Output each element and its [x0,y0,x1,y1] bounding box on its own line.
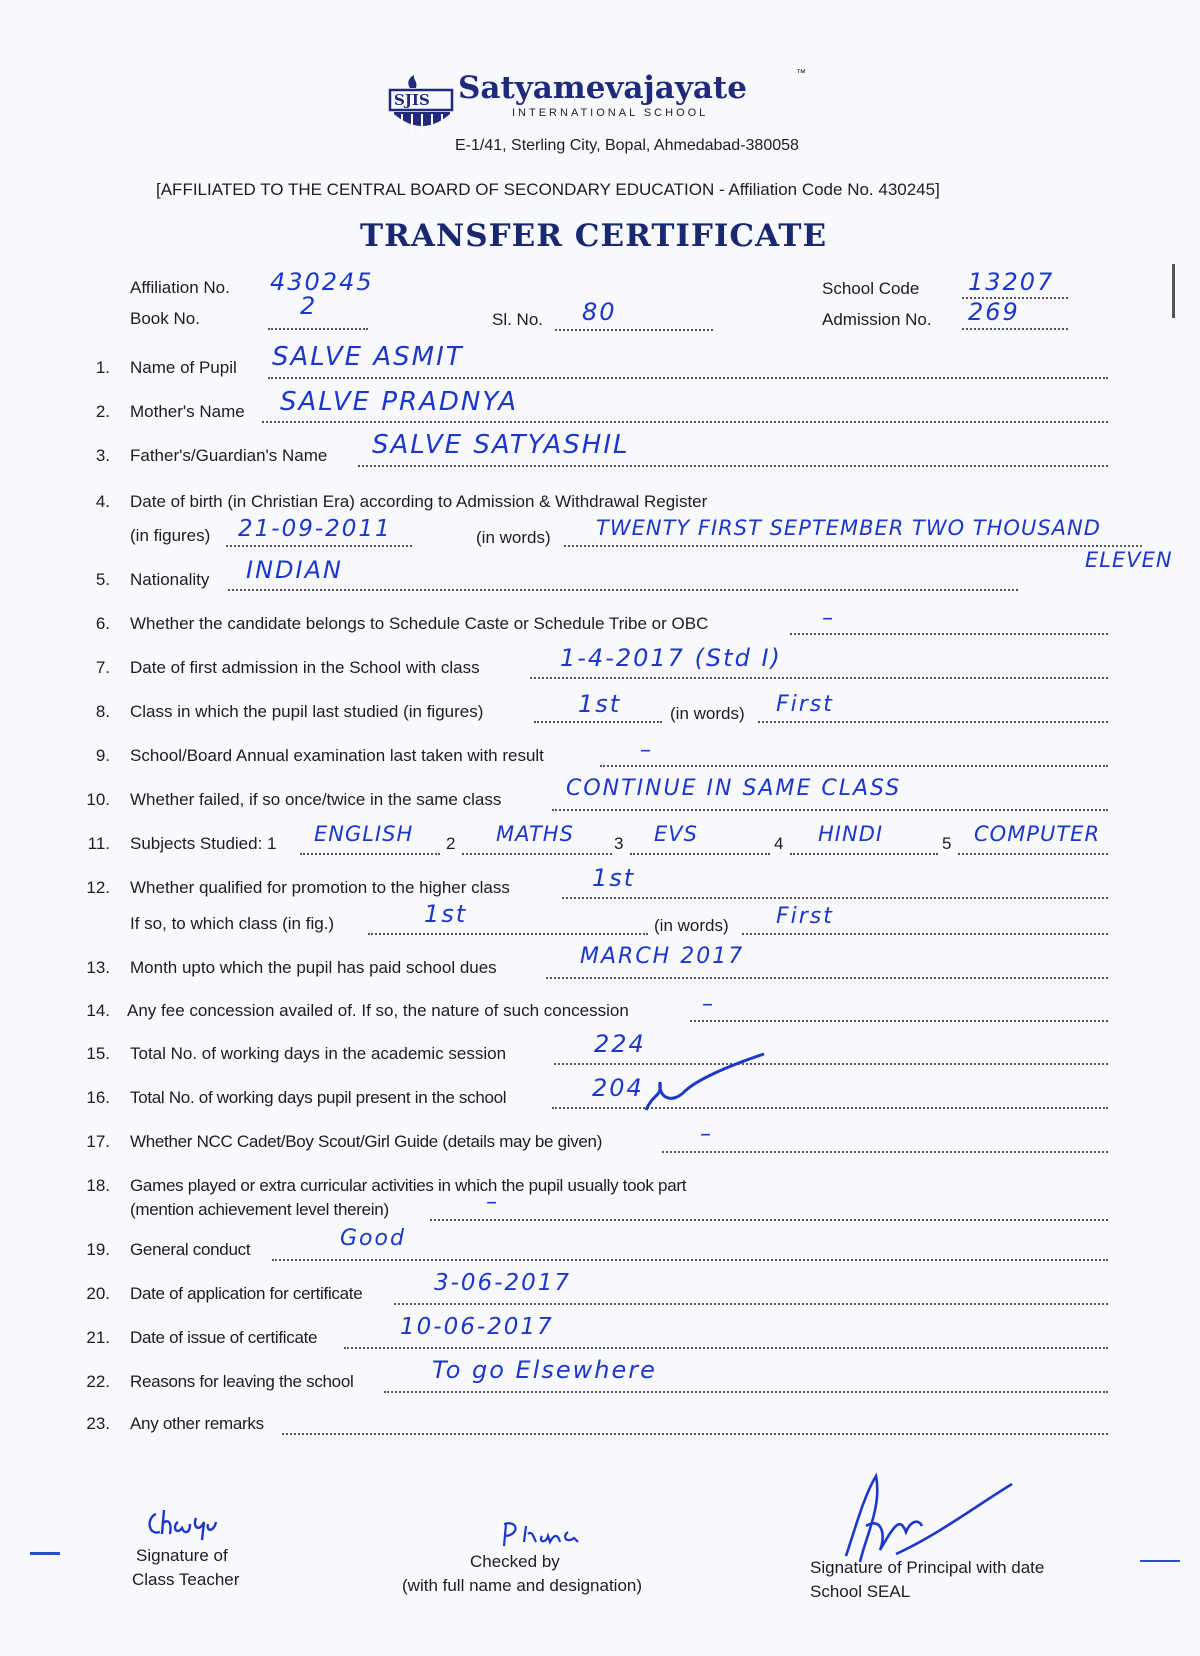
book-value: 2 [300,292,318,320]
field-number: 18. [86,1176,110,1195]
promotion-words-value: First [776,904,834,929]
school-logo [388,74,458,134]
field-number: 6. [95,614,110,633]
promotion-label: Whether qualified for promotion to the higher class [130,878,510,897]
mothers-name-label: Mother's Name [130,402,245,421]
field-number: 23. [86,1414,110,1433]
field-number: 7. [95,658,110,677]
subject-4-value: HINDI [818,822,884,846]
remarks-label: Any other remarks [130,1414,264,1433]
field-number: 13. [86,958,110,977]
subjects-label: Subjects Studied: 1 [130,834,277,853]
leaving-reason-value: To go Elsewhere [432,1356,657,1384]
admission-label: Admission No. [822,310,932,329]
dob-figures-label: (in figures) [130,526,211,545]
failed-label: Whether failed, if so once/twice in the same class [130,790,502,809]
trademark-mark: ™ [796,68,806,79]
field-number: 11. [87,834,110,853]
field-number: 17. [86,1132,110,1151]
dob-label: Date of birth (in Christian Era) according to Admission & Withdrawal Register [130,492,708,511]
exam-label: School/Board Annual examination last taken with result [130,746,544,765]
ncc-label: Whether NCC Cadet/Boy Scout/Girl Guide (details may be given) [130,1132,603,1151]
field-number: 1. [95,358,110,377]
field-number: 12. [86,878,110,897]
application-date-value: 3-06-2017 [434,1270,572,1296]
failed-value: CONTINUE IN SAME CLASS [566,776,902,801]
games-label: Games played or extra curricular activities in which the pupil usually took part [130,1176,687,1195]
first-admission-label: Date of first admission in the School with class [130,658,480,677]
school-address: E-1/41, Sterling City, Bopal, Ahmedabad-380058 [455,137,799,154]
subject-2-value: MATHS [496,822,574,846]
school-code-value: 13207 [968,268,1055,296]
field-number: 4. [95,492,110,511]
field-number: 19. [86,1240,110,1259]
name-of-pupil-value: SALVE ASMIT [272,342,464,372]
dues-value: MARCH 2017 [580,944,745,969]
field-number: 9. [95,746,110,765]
checked-by-designation: (with full name and designation) [402,1576,643,1595]
caste-label: Whether the candidate belongs to Schedule Caste or Schedule Tribe or OBC [130,614,709,633]
book-label: Book No. [130,309,200,328]
promotion-class-label: If so, to which class (in fig.) [130,914,335,933]
issue-date-value: 10-06-2017 [400,1314,554,1340]
father-name-label: Father's/Guardian's Name [130,446,328,465]
subject-5-value: COMPUTER [974,822,1101,846]
father-name-value: SALVE SATYASHIL [372,430,630,460]
mothers-name-value: SALVE PRADNYA [280,387,519,417]
last-class-label: Class in which the pupil last studied (in figures) [130,702,484,721]
field-number: 21. [86,1328,110,1347]
principal-signature-label: Signature of Principal with date [810,1558,1045,1577]
nationality-label: Nationality [130,570,210,589]
subject-3-value: EVS [654,822,698,846]
checked-by-label: Checked by [470,1552,560,1571]
concession-label: Any fee concession availed of. If so, the nature of such concession [127,1001,629,1020]
name-of-pupil-label: Name of Pupil [130,358,237,377]
scan-mark [30,1552,60,1555]
subject-4-number: 4 [774,834,784,853]
conduct-value: Good [340,1226,406,1251]
scan-mark [1140,1560,1180,1562]
affiliation-line: [AFFILIATED TO THE CENTRAL BOARD OF SECONDARY EDUCATION - Affiliation Code No. 430245] [156,180,940,199]
initials-mark [640,1052,770,1122]
school-code-label: School Code [822,279,920,298]
field-number: 8. [95,702,110,721]
affiliation-label: Affiliation No. [130,278,230,297]
logo-text: SJIS [394,91,430,109]
concession-value: – [702,992,715,1017]
class-teacher-signature [144,1504,228,1544]
last-class-words-value: First [776,692,834,717]
issue-date-label: Date of issue of certificate [130,1328,318,1347]
sl-value: 80 [582,298,617,326]
subject-1-value: ENGLISH [314,822,414,846]
admission-value: 269 [968,298,1020,326]
field-number: 22. [86,1372,110,1391]
games-value: – [486,1190,499,1215]
games-label-2: (mention achievement level therein) [130,1200,389,1219]
field-number: 2. [95,402,110,421]
checker-signature [498,1516,588,1552]
caste-value: – [822,606,835,631]
affiliation-value: 430245 [270,268,374,296]
subject-5-number: 5 [942,834,952,853]
field-number: 10. [86,790,110,809]
leaving-reason-label: Reasons for leaving the school [130,1372,354,1391]
field-number: 15. [86,1044,110,1063]
dob-words-value-2: ELEVEN [1085,548,1173,572]
dues-label: Month upto which the pupil has paid school dues [130,958,497,977]
field-number: 5. [95,570,110,589]
ncc-value: – [700,1122,713,1147]
exam-value: – [640,738,653,763]
field-number: 14. [86,1001,110,1020]
class-teacher-label-1: Signature of [136,1546,228,1565]
page-title: TRANSFER CERTIFICATE [360,218,828,254]
promotion-words-label: (in words) [654,916,729,935]
dob-words-label: (in words) [476,528,551,547]
days-present-value: 204 [592,1074,644,1102]
promotion-value: 1st [592,864,636,892]
subject-3-number: 3 [614,834,624,853]
scan-mark [1172,264,1175,318]
field-number: 20. [86,1284,110,1303]
school-name: Satyamevajayate [458,70,747,106]
dob-figures-value: 21-09-2011 [238,516,392,542]
first-admission-value: 1-4-2017 (Std I) [560,644,782,672]
class-teacher-label-2: Class Teacher [132,1570,240,1589]
field-number: 3. [95,446,110,465]
promotion-class-value: 1st [424,900,468,928]
working-days-label: Total No. of working days in the academic session [130,1044,507,1063]
days-present-label: Total No. of working days pupil present in the school [130,1088,507,1107]
subject-2-number: 2 [446,834,456,853]
conduct-label: General conduct [130,1240,251,1259]
school-subtitle: INTERNATIONAL SCHOOL [512,107,709,119]
last-class-value: 1st [578,690,622,718]
sl-label: Sl. No. [492,310,544,329]
dob-words-value: TWENTY FIRST SEPTEMBER TWO THOUSAND [596,516,1101,540]
nationality-value: INDIAN [246,556,343,584]
field-number: 16. [86,1088,110,1107]
last-class-words-label: (in words) [670,704,745,723]
application-date-label: Date of application for certificate [130,1284,363,1303]
working-days-value: 224 [594,1030,646,1058]
school-seal-label: School SEAL [810,1582,911,1601]
